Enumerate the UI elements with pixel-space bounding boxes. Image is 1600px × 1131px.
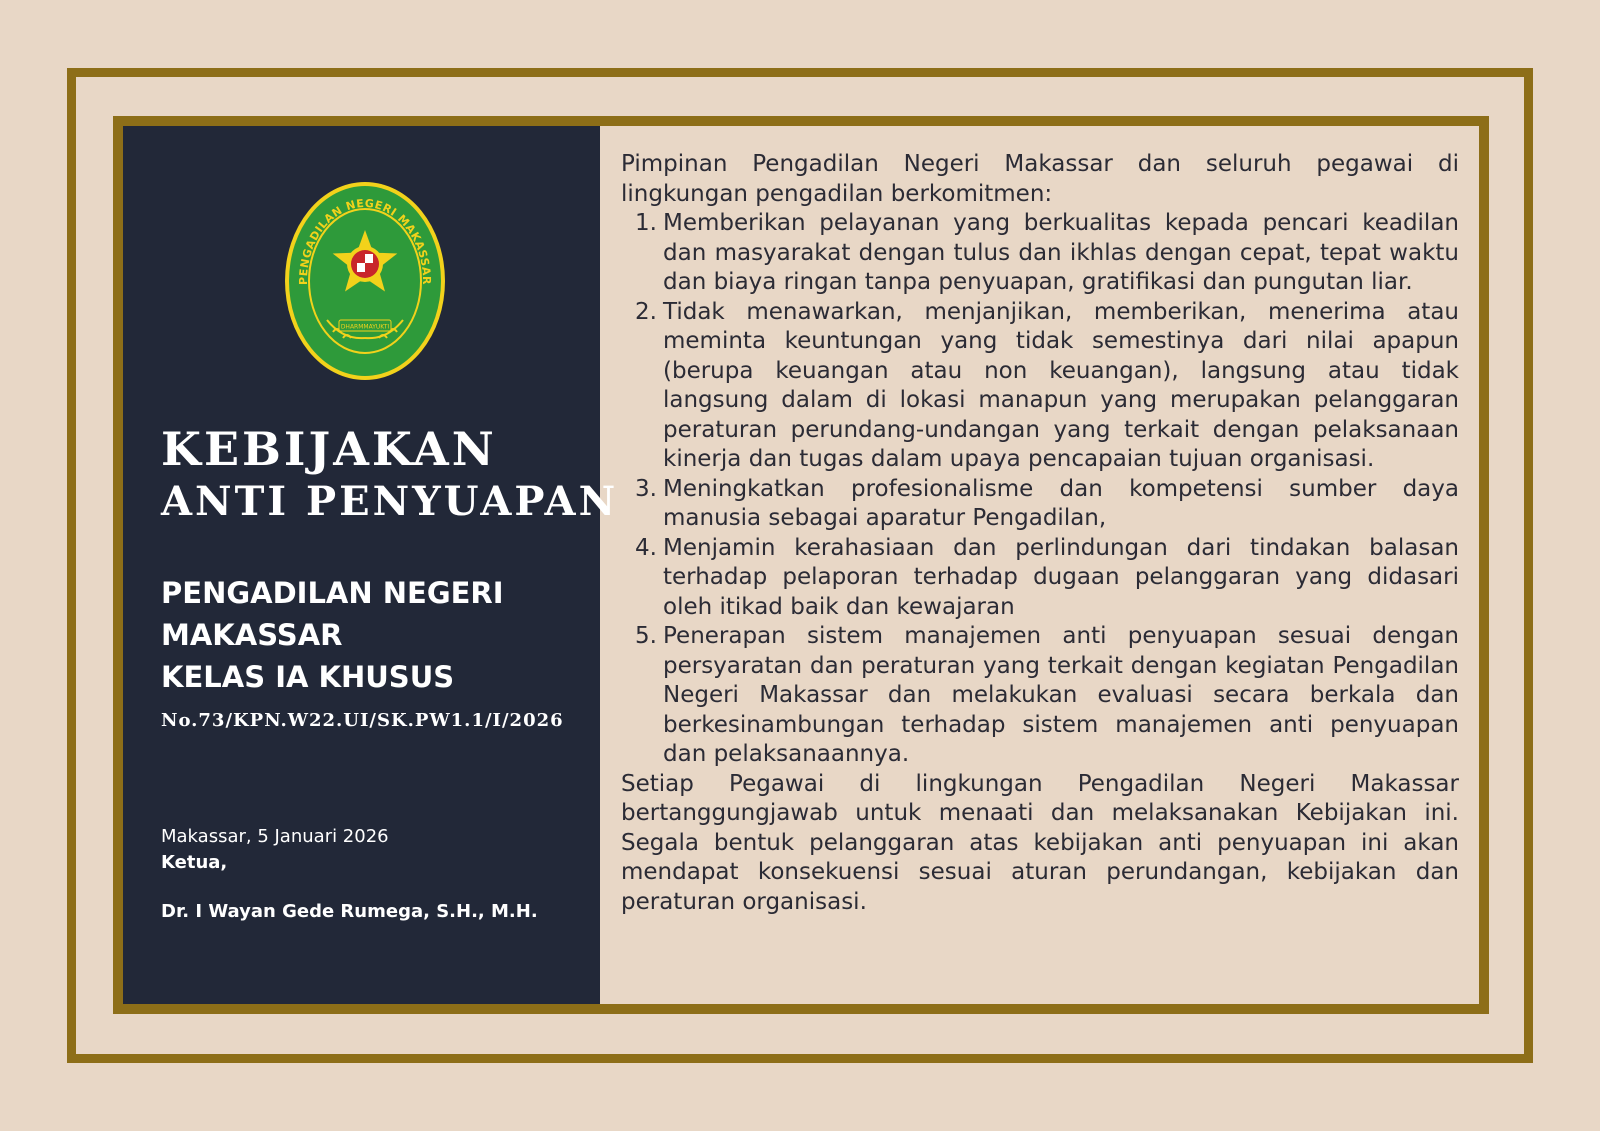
court-name-line-1: PENGADILAN NEGERI	[161, 576, 504, 610]
signer-name: Dr. I Wayan Gede Rumega, S.H., M.H.	[161, 901, 538, 922]
court-name	[161, 572, 581, 698]
list-item-number: 1.	[635, 210, 657, 236]
court-emblem-icon	[283, 180, 447, 382]
court-name-line-3: KELAS IA KHUSUS	[161, 660, 455, 694]
list-item	[621, 622, 1459, 770]
emblem-motto: DHARMMAYUKTI	[340, 323, 390, 331]
list-item-number: 2.	[635, 298, 657, 325]
title-panel	[123, 126, 619, 1004]
list-item	[621, 475, 1459, 534]
policy-title-line-2: ANTI PENYUAPAN	[161, 478, 619, 525]
list-item	[621, 298, 1459, 475]
emblem-ring-text: PENGADILAN NEGERI MAKASSAR	[296, 196, 434, 286]
signer-role: Ketua,	[161, 852, 228, 873]
policy-body	[621, 150, 1459, 917]
list-item-number: 5.	[635, 623, 657, 649]
court-name-line-2: MAKASSAR	[161, 618, 343, 652]
closing-paragraph: Setiap Pegawai di lingkungan Pengadilan Negeri Makassar bertanggungjawab untuk menaati dan melaksanakan Kebijakan ini. Segala bentuk pelanggaran atas kebijakan anti penyuapan ini akan mendapat konsekuensi sesuai aturan perundangan, kebijakan dan peraturan organisasi.	[621, 770, 1459, 915]
list-item-text: Penerapan sistem manajemen anti penyuapan sesuai dengan persyaratan dan peraturan yang terkait dengan kegiatan Pengadilan Negeri Makassar dan melakukan evaluasi secara berkala dan berkesinambungan terhadap sistem manajemen anti penyuapan dan pelaksanaannya.	[663, 623, 1459, 767]
commitment-list	[621, 209, 1459, 770]
place-date: Makassar, 5 Januari 2026	[161, 826, 389, 847]
list-item-text: Meningkatkan profesionalisme dan kompetensi sumber daya manusia sebagai aparatur Pengadilan,	[663, 475, 1459, 531]
list-item	[621, 209, 1459, 298]
intro-paragraph: Pimpinan Pengadilan Negeri Makassar dan seluruh pegawai di lingkungan pengadilan berkomitmen:	[621, 151, 1459, 207]
policy-title-line-1: KEBIJAKAN	[161, 422, 497, 476]
list-item-number: 3.	[635, 475, 657, 502]
list-item-number: 4.	[635, 534, 657, 561]
list-item-text: Tidak menawarkan, menjanjikan, memberikan, menerima atau meminta keuntungan yang tidak semestinya dari nilai apapun (berupa keuangan atau non keuangan), langsung atau tidak langsung dalam di lokasi manapun yang merupakan pelanggaran peraturan perundang-undangan yang terkait dengan pelaksanaan kinerja dan tugas dalam upaya pencapaian tujuan organisasi.	[663, 298, 1459, 472]
policy-text-panel	[600, 126, 1479, 1004]
decree-number: No.73/KPN.W22.UI/SK.PW1.1/I/2026	[161, 710, 564, 731]
list-item-text: Memberikan pelayanan yang berkualitas kepada pencari keadilan dan masyarakat dengan tulus dan ikhlas dengan cepat, tepat waktu dan biaya ringan tanpa penyuapan, gratifikasi dan pungutan liar.	[663, 210, 1459, 295]
list-item-text: Menjamin kerahasiaan dan perlindungan dari tindakan balasan terhadap pelaporan terhadap dugaan pelanggaran yang didasari oleh itikad baik dan kewajaran	[663, 534, 1459, 620]
poster-card	[113, 116, 1489, 1014]
list-item	[621, 534, 1459, 623]
